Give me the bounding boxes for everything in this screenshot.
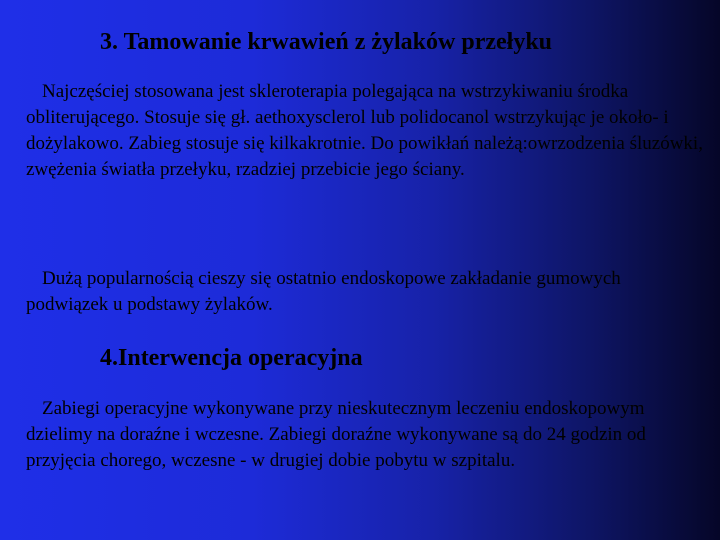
- slide-title: 3. Tamowanie krwawień z żylaków przełyku: [100, 29, 553, 55]
- paragraph-surgery: Zabiegi operacyjne wykonywane przy nieskutecznym leczeniu endoskopowym dzielimy na doraźne i wczesne. Zabiegi doraźne wykonywane są do 24 godzin od przyjęcia chorego, wczesne - w drugiej dobie pobytu w szpitalu.: [26, 398, 646, 471]
- paragraph-band-ligation: Dużą popularnością cieszy się ostatnio endoskopowe zakładanie gumowych podwiązek u podstawy żylaków.: [26, 268, 621, 315]
- section-heading-surgery: 4.Interwencja operacyjna: [100, 345, 363, 371]
- paragraph-sclerotherapy: Najczęściej stosowana jest skleroterapia polegająca na wstrzykiwaniu środka obliterującego. Stosuje się gł. aethoxysclerol lub polidocanol wstrzykując je około- i dożylakowo. Zabieg stosuje się kilkakrotnie. Do powikłań należą:owrzodzenia śluzówki, zwężenia światła przełyku, rzadziej przebicie jego ściany.: [26, 81, 703, 180]
